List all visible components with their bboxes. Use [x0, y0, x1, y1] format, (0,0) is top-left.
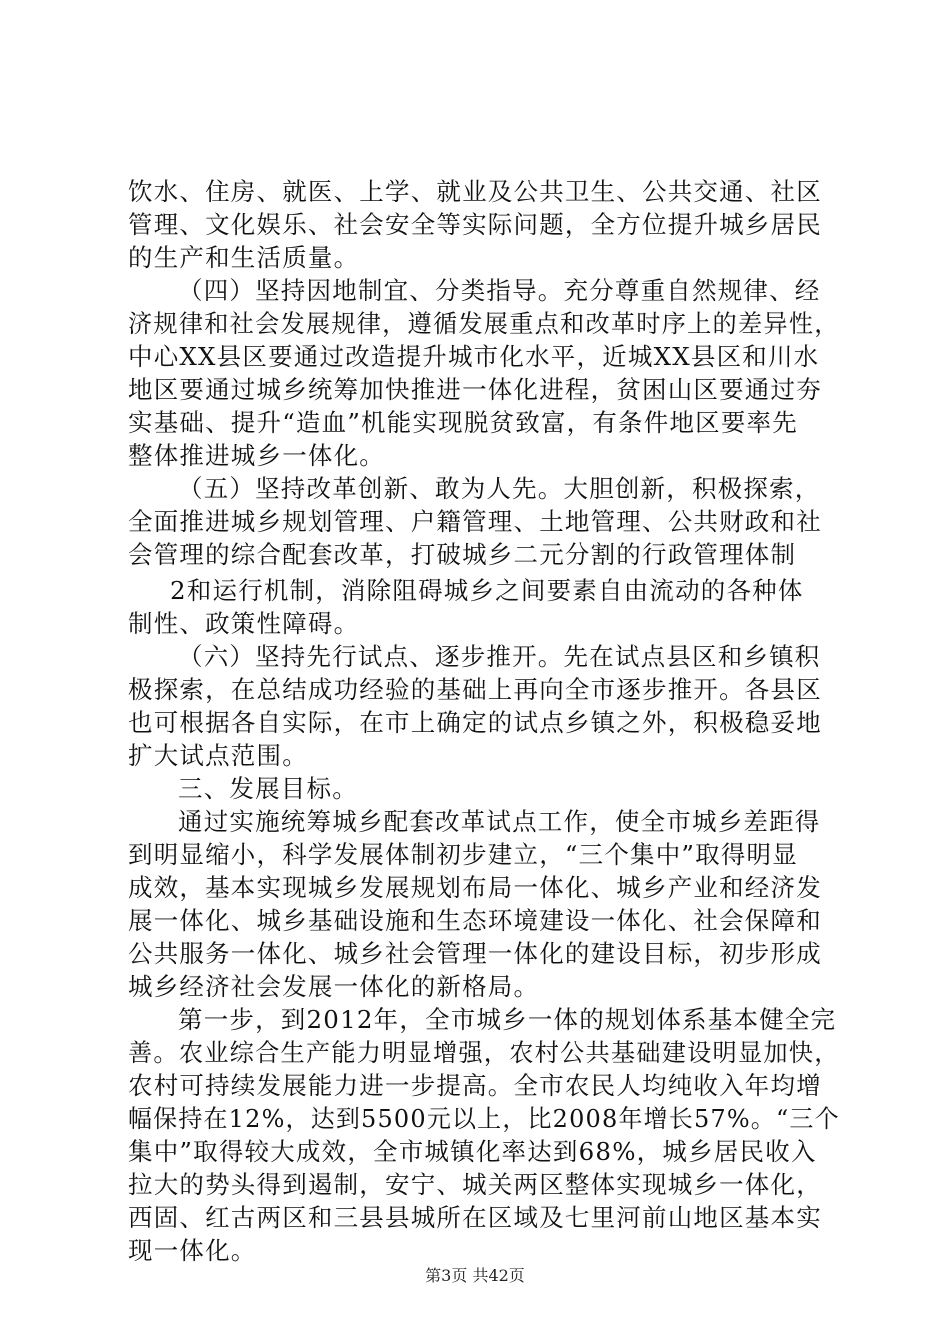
text-line: 幅保持在12%，达到5500元以上，比2008年增长57%。“三个: [128, 1104, 840, 1133]
text-line: 拉大的势头得到遏制，安宁、城关两区整体实现城乡一体化，: [128, 1170, 822, 1199]
text-line: 制性、政策性障碍。: [128, 609, 360, 638]
text-line: 西固、红古两区和三县县城所在区域及七里河前山地区基本实: [128, 1203, 822, 1232]
text-line: 极探索，在总结成功经验的基础上再向全市逐步推开。各县区: [128, 675, 822, 704]
text-line: 现一体化。: [128, 1236, 257, 1265]
text-line: 中心XX县区要通过改造提升城市化水平，近城XX县区和川水: [128, 342, 820, 371]
text-line: 全面推进城乡规划管理、户籍管理、土地管理、公共财政和社: [128, 507, 822, 536]
text-line: 公共服务一体化、城乡社会管理一体化的建设目标，初步形成: [128, 939, 822, 968]
text-line: 集中”取得较大成效，全市城镇化率达到68%，城乡居民收入: [128, 1137, 817, 1166]
text-line: 成效，基本实现城乡发展规划布局一体化、城乡产业和经济发: [128, 873, 822, 902]
text-line: 会管理的综合配套改革，打破城乡二元分割的行政管理体制: [128, 540, 797, 569]
text-line: 城乡经济社会发展一体化的新格局。: [128, 972, 540, 1001]
text-line: 整体推进城乡一体化。: [128, 441, 385, 470]
text-line: 也可根据各自实际，在市上确定的试点乡镇之外，积极稳妥地: [128, 708, 822, 737]
text-line: 管理、文化娱乐、社会安全等实际问题，全方位提升城乡居民: [128, 210, 822, 239]
text-line: 实基础、提升“造血”机能实现脱贫致富，有条件地区要率先: [128, 408, 798, 437]
text-line: 善。农业综合生产能力明显增强，农村公共基础建设明显加快，: [128, 1038, 840, 1067]
text-line: 济规律和社会发展规律，遵循发展重点和改革时序上的差异性，: [128, 309, 840, 338]
paragraph-heading: （四）坚持因地制宜、分类指导。充分尊重自然规律、经: [178, 276, 821, 305]
text-line: 2和运行机制，消除阻碍城乡之间要素自由流动的各种体: [170, 576, 804, 605]
text-line: 农村可持续发展能力进一步提高。全市农民人均纯收入年均增: [128, 1071, 822, 1100]
text-line: 第一步，到2012年，全市城乡一体的规划体系基本健全完: [178, 1005, 837, 1034]
text-line: 的生产和生活质量。: [128, 243, 360, 272]
paragraph-heading: （五）坚持改革创新、敢为人先。大胆创新，积极探索，: [178, 474, 821, 503]
text-line: 通过实施统筹城乡配套改革试点工作，使全市城乡差距得: [178, 807, 821, 836]
page-footer: 第3页 共42页: [425, 1266, 525, 1285]
section-heading: 三、发展目标。: [178, 774, 358, 803]
text-line: 扩大试点范围。: [128, 741, 308, 770]
text-line: 饮水、住房、就医、上学、就业及公共卫生、公共交通、社区: [128, 177, 822, 206]
text-line: 到明显缩小，科学发展体制初步建立，“三个集中”取得明显: [128, 840, 798, 869]
text-line: 地区要通过城乡统筹加快推进一体化进程，贫困山区要通过夯: [128, 375, 822, 404]
paragraph-heading: （六）坚持先行试点、逐步推开。先在试点县区和乡镇积: [178, 642, 821, 671]
text-line: 展一体化、城乡基础设施和生态环境建设一体化、社会保障和: [128, 906, 822, 935]
